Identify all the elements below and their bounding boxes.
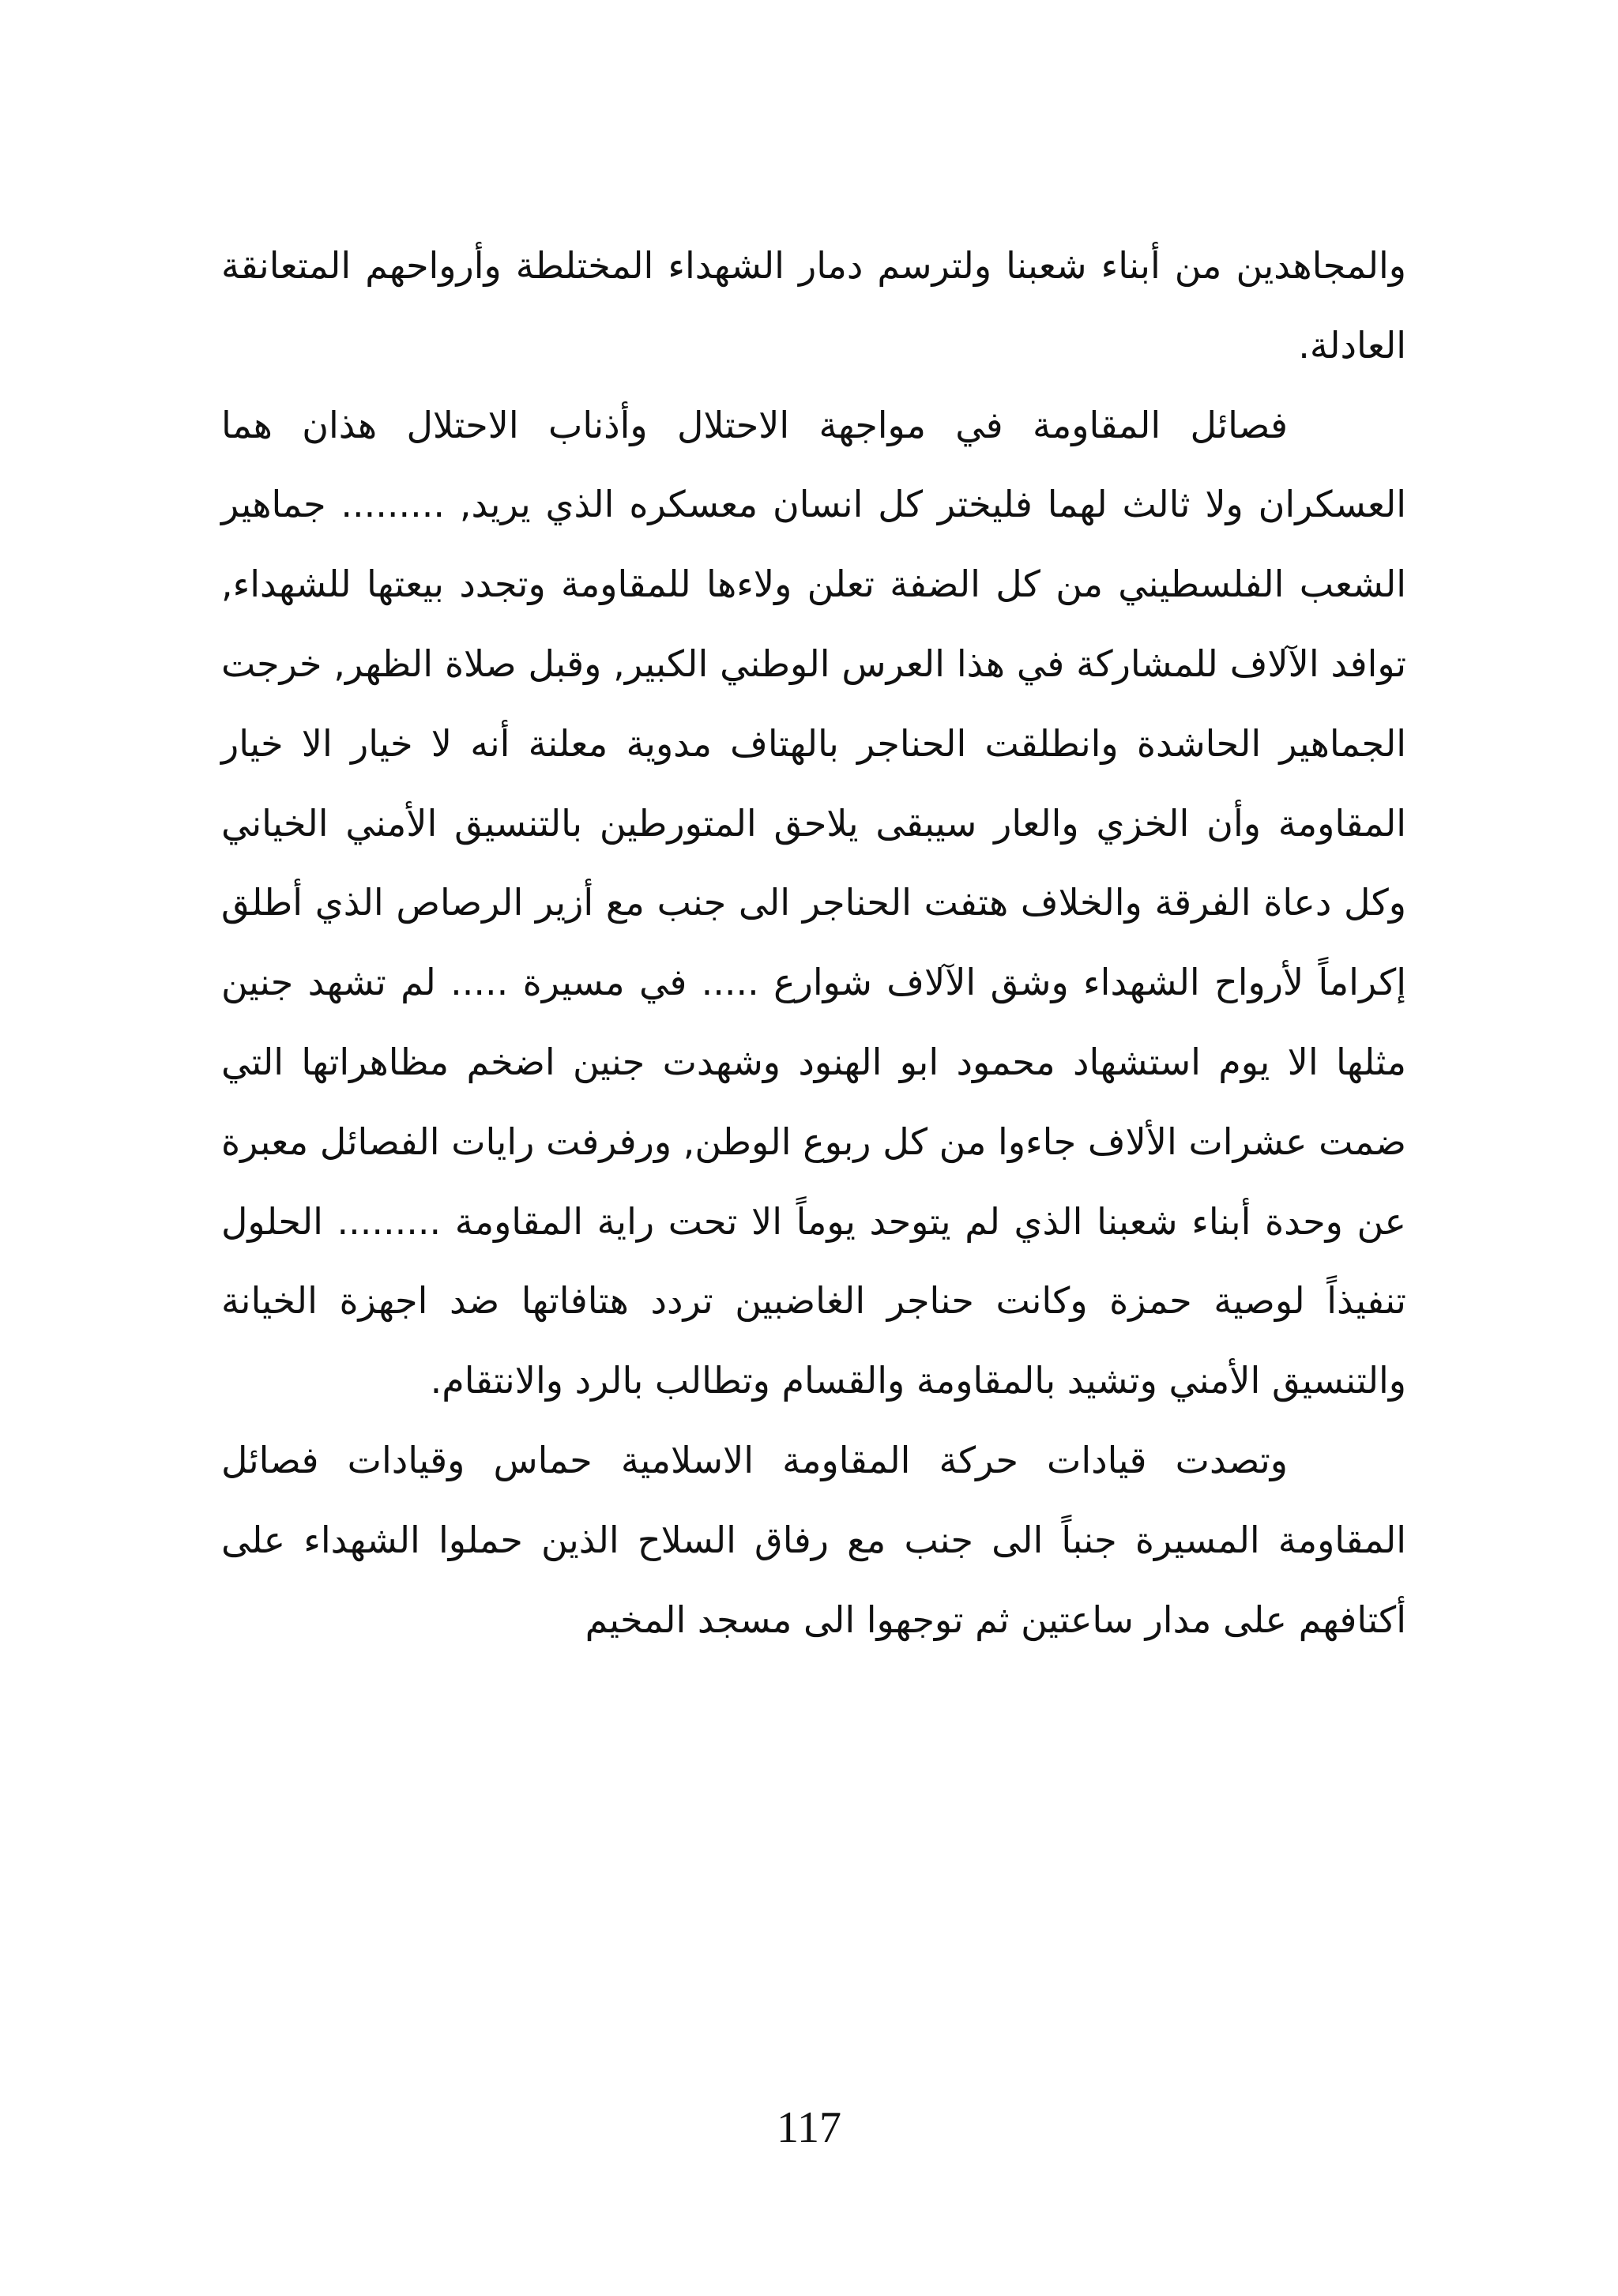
body-text xyxy=(221,226,1406,1659)
paragraph-1: والمجاهدين من أبناء شعبنا ولترسم دمار الشهداء المختلطة وأرواحهم المتعانقة العادلة. xyxy=(221,244,1406,367)
page-number: 117 xyxy=(777,2103,841,2152)
paragraph-3: وتصدت قيادات حركة المقاومة الاسلامية حماس وقيادات فصائل المقاومة المسيرة جنباً الى جنب مع رفاق السلاح الذين حملوا الشهداء على أكتافهم على مدار ساعتين ثم توجهوا الى مسجد المخيم xyxy=(221,1438,1406,1641)
paragraph-2: فصائل المقاومة في مواجهة الاحتلال وأذناب الاحتلال هذان هما العسكران ولا ثالث لهما فليختر كل انسان معسكره الذي يريد, ......... جماهير الشعب الفلسطيني من كل الضفة تعلن ولاءها للمقاومة وتجدد بيعتها للشهداء, توافد الآلاف للمشاركة في هذا العرس الوطني الكبير, وقبل صلاة الظهر, خرجت الجماهير الحاشدة وانطلقت الحناجر بالهتاف مدوية معلنة أنه لا خيار الا خيار المقاومة وأن الخزي والعار سيبقى يلاحق المتورطين بالتنسيق الأمني الخياني وكل دعاة الفرقة والخلاف هتفت الحناجر الى جنب مع أزير الرصاص الذي أطلق إكراماً لأرواح الشهداء وشق الآلاف شوارع ..... في مسيرة ..... لم تشهد جنين مثلها الا يوم استشهاد محمود ابو الهنود وشهدت جنين اضخم مظاهراتها التي ضمت عشرات الألاف جاءوا من كل ربوع الوطن, ورفرفت رايات الفصائل معبرة عن وحدة أبناء شعبنا الذي لم يتوحد يوماً الا تحت راية المقاومة ......... الحلول تنفيذاً لوصية حمزة وكانت حناجر الغاضبين تردد هتافاتها ضد اجهزة الخيانة والتنسيق الأمني وتشيد بالمقاومة والقسام وتطالب بالرد والانتقام. xyxy=(221,403,1406,1402)
